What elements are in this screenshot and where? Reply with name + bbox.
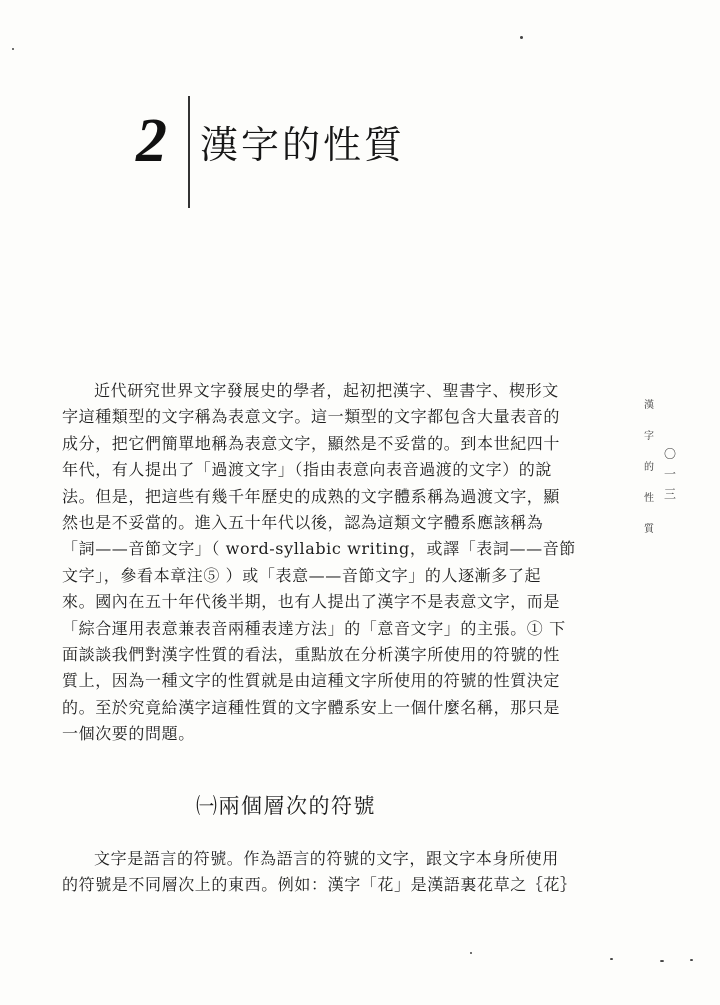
scan-speck	[610, 958, 613, 960]
page-number-digit: 〇	[663, 447, 676, 461]
text-line: 的符號是不同層次上的東西。例如：漢字「花」是漢語裏花草之｛花｝	[62, 875, 577, 895]
scan-speck	[690, 959, 693, 961]
text-line: 年代，有人提出了「過渡文字」（指由表意向表音過渡的文字）的說	[62, 460, 553, 480]
text-line: 來。國內在五十年代後半期，也有人提出了漢字不是表意文字，而是	[62, 592, 561, 612]
text-line: 一個次要的問題。	[62, 724, 195, 744]
text-line: 「綜合運用表意兼表音兩種表達方法」的「意音文字」的主張。① 下	[62, 618, 566, 638]
chapter-divider	[188, 96, 190, 208]
chapter-number: 2	[136, 107, 167, 175]
text-line: 文字」，參看本章注⑤ ）或「表意——音節文字」的人逐漸多了起	[62, 565, 542, 585]
text-line: 文字是語言的符號。作為語言的符號的文字，跟文字本身所使用	[94, 849, 559, 868]
intro-paragraph	[62, 378, 576, 748]
page-number-digit: 一	[663, 467, 676, 481]
chapter-title: 漢字的性質	[200, 123, 406, 167]
running-head-char: 的	[644, 462, 654, 473]
page-number	[662, 444, 678, 504]
text-line: 法。但是，把這些有幾千年歷史的成熟的文字體系稱為過渡文字，顯	[62, 486, 561, 506]
running-head-char: 漢	[644, 400, 654, 411]
running-head-char: 字	[644, 431, 654, 442]
scan-speck	[12, 48, 14, 50]
text-line: 面談談我們對漢字性質的看法，重點放在分析漢字所使用的符號的性	[62, 645, 561, 665]
text-line: 字這種類型的文字稱為表意文字。這一類型的文字都包含大量表音的	[62, 407, 561, 427]
section-paragraph	[62, 846, 577, 899]
text-line: 「詞——音節文字」（ word-syllabic writing，或譯「表詞——音節	[62, 539, 576, 559]
text-line: 近代研究世界文字發展史的學者，起初把漢字、聖書字、楔形文	[94, 381, 559, 400]
scan-speck	[660, 960, 664, 962]
text-line: 的。至於究竟給漢字這種性質的文字體系安上一個什麼名稱，那只是	[62, 697, 561, 717]
page-number-digit: 三	[663, 487, 676, 501]
text-line: 然也是不妥當的。進入五十年代以後，認為這類文字體系應該稱為	[62, 513, 544, 533]
section-heading: ㈠兩個層次的符號	[196, 794, 376, 818]
scan-speck	[470, 952, 472, 954]
running-head-char: 質	[644, 524, 654, 535]
scan-speck	[520, 36, 523, 39]
text-line: 質上，因為一種文字的性質就是由這種文字所使用的符號的性質決定	[62, 671, 561, 691]
running-head-char: 性	[644, 493, 654, 504]
running-head	[639, 390, 659, 545]
text-line: 成分，把它們簡單地稱為表意文字，顯然是不妥當的。到本世紀四十	[62, 433, 561, 453]
